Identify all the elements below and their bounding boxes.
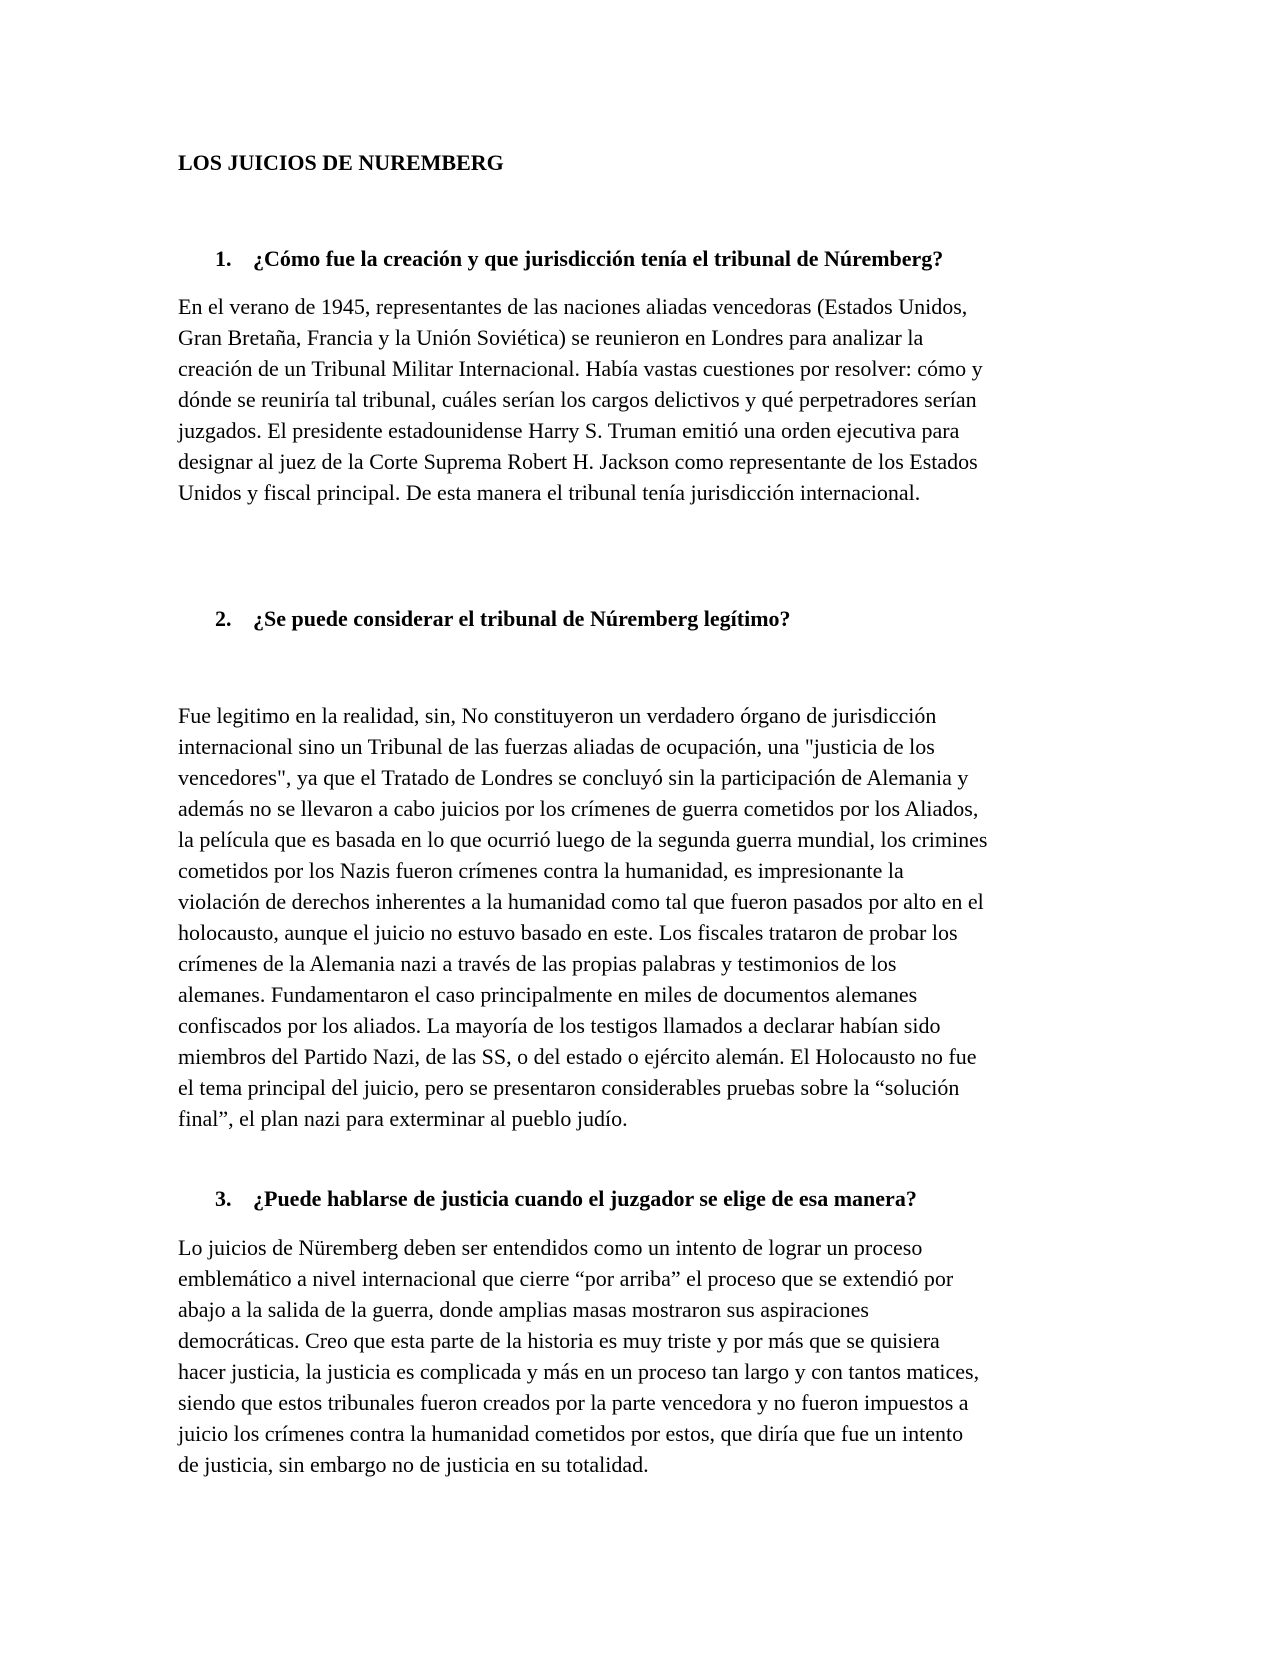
answer-3-paragraph <box>178 1232 979 1480</box>
question-3-heading <box>215 1184 917 1214</box>
answer-line: la película que es basada en lo que ocurrió luego de la segunda guerra mundial, los crimines <box>178 827 988 852</box>
answer-line: Unidos y fiscal principal. De esta manera el tribunal tenía jurisdicción internacional. <box>178 480 921 505</box>
answer-line: abajo a la salida de la guerra, donde amplias masas mostraron sus aspiraciones <box>178 1297 869 1322</box>
answer-line: de justicia, sin embargo no de justicia en su totalidad. <box>178 1452 649 1477</box>
answer-line: miembros del Partido Nazi, de las SS, o del estado o ejército alemán. El Holocausto no fue <box>178 1044 977 1069</box>
question-3-number: 3. <box>215 1186 232 1211</box>
answer-line: dónde se reuniría tal tribunal, cuáles serían los cargos delictivos y qué perpetradores serían <box>178 387 977 412</box>
document-title: LOS JUICIOS DE NUREMBERG <box>178 150 504 175</box>
answer-line: Gran Bretaña, Francia y la Unión Soviética) se reunieron en Londres para analizar la <box>178 325 924 350</box>
answer-line: además no se llevaron a cabo juicios por los crímenes de guerra cometidos por los Aliados, <box>178 796 979 821</box>
answer-line: emblemático a nivel internacional que cierre “por arriba” el proceso que se extendió por <box>178 1266 954 1291</box>
answer-line: En el verano de 1945, representantes de las naciones aliadas vencedoras (Estados Unidos, <box>178 294 968 319</box>
question-2-heading <box>215 604 791 634</box>
answer-line: vencedores", ya que el Tratado de Londres se concluyó sin la participación de Alemania y <box>178 765 969 790</box>
answer-line: Lo juicios de Nüremberg deben ser entendidos como un intento de lograr un proceso <box>178 1235 923 1260</box>
answer-line: juzgados. El presidente estadounidense Harry S. Truman emitió una orden ejecutiva para <box>178 418 960 443</box>
question-1-number: 1. <box>215 246 232 271</box>
question-1-heading <box>215 244 943 274</box>
answer-line: hacer justicia, la justicia es complicada y más en un proceso tan largo y con tantos matices, <box>178 1359 980 1384</box>
answer-line: creación de un Tribunal Militar Internacional. Había vastas cuestiones por resolver: cómo y <box>178 356 983 381</box>
answer-line: alemanes. Fundamentaron el caso principalmente en miles de documentos alemanes <box>178 982 918 1007</box>
question-2-number: 2. <box>215 606 232 631</box>
answer-line: designar al juez de la Corte Suprema Robert H. Jackson como representante de los Estados <box>178 449 978 474</box>
answer-line: Fue legitimo en la realidad, sin, No constituyeron un verdadero órgano de jurisdicción <box>178 703 937 728</box>
answer-line: final”, el plan nazi para exterminar al pueblo judío. <box>178 1106 628 1131</box>
answer-line: holocausto, aunque el juicio no estuvo basado en este. Los fiscales trataron de probar los <box>178 920 958 945</box>
question-3-text: ¿Puede hablarse de justicia cuando el juzgador se elige de esa manera? <box>253 1186 917 1211</box>
question-2-text: ¿Se puede considerar el tribunal de Núremberg legítimo? <box>253 606 791 631</box>
answer-line: siendo que estos tribunales fueron creados por la parte vencedora y no fueron impuestos a <box>178 1390 969 1415</box>
answer-line: democráticas. Creo que esta parte de la historia es muy triste y por más que se quisiera <box>178 1328 940 1353</box>
answer-1-paragraph <box>178 291 983 508</box>
question-1-text: ¿Cómo fue la creación y que jurisdicción tenía el tribunal de Núremberg? <box>253 246 944 271</box>
answer-line: confiscados por los aliados. La mayoría de los testigos llamados a declarar habían sido <box>178 1013 941 1038</box>
answer-line: juicio los crímenes contra la humanidad cometidos por estos, que diría que fue un intento <box>178 1421 964 1446</box>
answer-line: cometidos por los Nazis fueron crímenes contra la humanidad, es impresionante la <box>178 858 904 883</box>
answer-line: crímenes de la Alemania nazi a través de las propias palabras y testimonios de los <box>178 951 897 976</box>
answer-line: internacional sino un Tribunal de las fuerzas aliadas de ocupación, una "justicia de los <box>178 734 935 759</box>
answer-2-paragraph <box>178 700 987 1134</box>
answer-line: el tema principal del juicio, pero se presentaron considerables pruebas sobre la “solución <box>178 1075 960 1100</box>
answer-line: violación de derechos inherentes a la humanidad como tal que fueron pasados por alto en el <box>178 889 984 914</box>
